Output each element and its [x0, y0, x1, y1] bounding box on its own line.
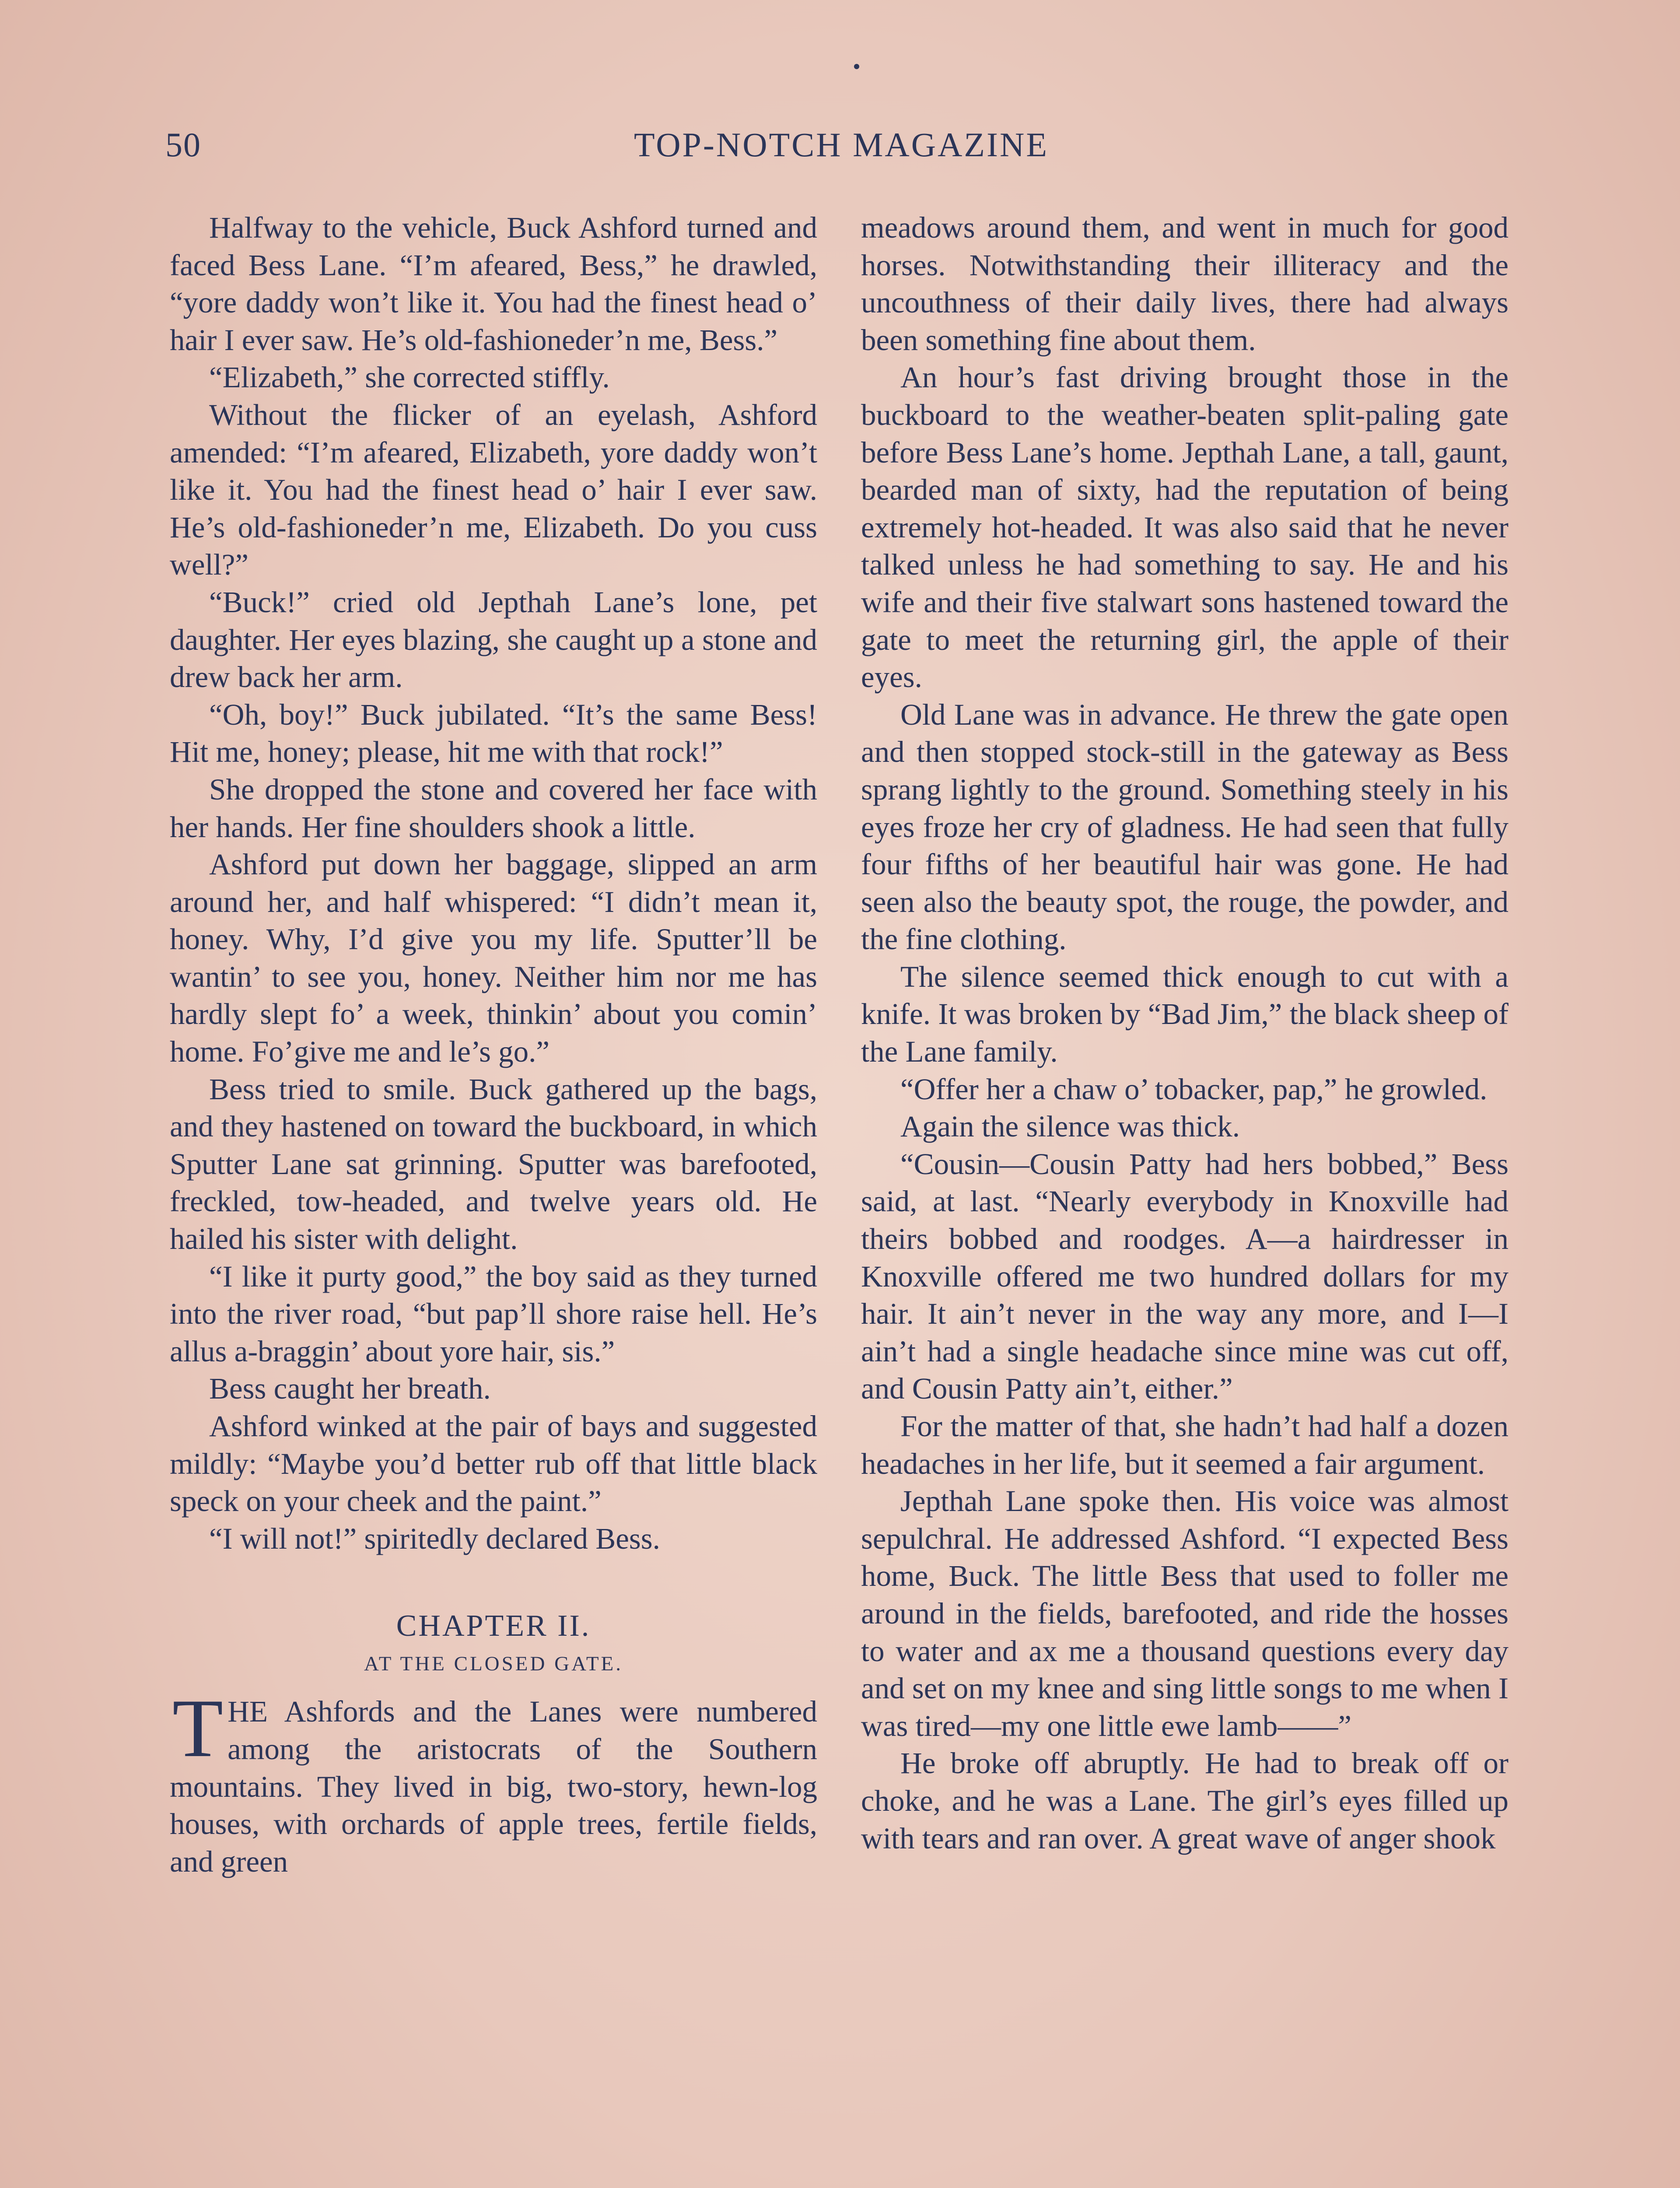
running-title: TOP-NOTCH MAGAZINE [634, 126, 1049, 164]
paragraph: Old Lane was in advance. He threw the gate open and then stopped stock-still in the gateway as Bess sprang lightly to the ground. Something steely in his eyes froze her cry of gladness. He had seen that fully four fifths of her beautiful hair was gone. He had seen also the beauty spot, the rouge, the powder, and the fine clothing. [861, 698, 1508, 956]
paragraph: Jepthah Lane spoke then. His voice was almost sepulchral. He addressed Ashford. “I expected Bess home, Buck. The little Bess that used to foller me around in the fields, barefooted, and ride the hosses to water and ax me a thousand questions every day and set on my knee and sing little songs to me when I was tired—my one little ewe lamb——” [861, 1484, 1508, 1743]
paragraph: Halfway to the vehicle, Buck Ashford turned and faced Bess Lane. “I’m afeared, Bess,” he drawled, “yore daddy won’t like it. You had the finest head o’ hair I ever saw. He’s old-fashioneder’n me, Bess.” [170, 211, 817, 357]
right-column [861, 209, 1508, 1857]
paragraph: He broke off abruptly. He had to break off or choke, and he was a Lane. The girl’s eyes filled up with tears and ran over. A great wave of anger shook [861, 1746, 1508, 1855]
paragraph: Ashford put down her baggage, slipped an arm around her, and half whispered: “I didn’t mean it, honey. Why, I’d give you my life. Sputter’ll be wantin’ to see you, honey. Neither him nor me has hardly slept fo’ a week, thinkin’ about you comin’ home. Fo’give me and le’s go.” [170, 848, 817, 1069]
paragraph: Bess caught her breath. [209, 1372, 491, 1406]
paragraph: “Cousin—Cousin Patty had hers bobbed,” Bess said, at last. “Nearly everybody in Knoxville had theirs bobbed and roodges. A—a hairdresser in Knoxville offered me two hundred dollars for my hair. It ain’t never in the way any more, and I—I ain’t had a single headache since mine was cut off, and Cousin Patty ain’t, either.” [861, 1147, 1508, 1406]
paragraph: “Buck!” cried old Jepthah Lane’s lone, pet daughter. Her eyes blazing, she caught up a stone and drew back her arm. [170, 585, 817, 694]
paragraph: For the matter of that, she hadn’t had half a dozen headaches in her life, but it seemed a fair argument. [861, 1410, 1508, 1480]
chapter-subheading: AT THE CLOSED GATE. [364, 1652, 623, 1676]
chapter-heading: CHAPTER II. [396, 1609, 591, 1643]
paragraph: Again the silence was thick. [900, 1110, 1240, 1143]
page-number: 50 [165, 126, 201, 164]
chapter-opening-text: HE Ashfords and the Lanes were numbered among the aristocrats of the Southern mountains. They lived in big, two-story, hewn-log houses, with orchards of apple trees, fertile fields, and green [170, 1695, 817, 1878]
paragraph: “Oh, boy!” Buck jubilated. “It’s the same Bess! Hit me, honey; please, hit me with that rock!” [170, 698, 817, 769]
paragraph: She dropped the stone and covered her face with her hands. Her fine shoulders shook a little. [170, 772, 817, 844]
chapter-opening-paragraph [170, 1683, 817, 1880]
paragraph: An hour’s fast driving brought those in the buckboard to the weather-beaten split-paling gate before Bess Lane’s home. Jepthah Lane, a tall, gaunt, bearded man of sixty, had the reputation of being extremely hot-headed. It was also said that he never talked unless he had something to say. He and his wife and their five stalwart sons hastened toward the gate to meet the returning girl, the apple of their eyes. [861, 361, 1508, 694]
drop-cap: T [172, 1683, 224, 1775]
paragraph: meadows around them, and went in much for good horses. Notwithstanding their illiteracy and the uncouthness of their daily lives, there had always been something fine about them. [861, 211, 1508, 357]
paragraph: Ashford winked at the pair of bays and suggested mildly: “Maybe you’d better rub off that little black speck on your cheek and the paint.” [170, 1410, 817, 1518]
paragraph: “I like it purty good,” the boy said as they turned into the river road, “but pap’ll shore raise hell. He’s allus a-braggin’ about yore hair, sis.” [170, 1259, 817, 1368]
paragraph: The silence seemed thick enough to cut with a knife. It was broken by “Bad Jim,” the black sheep of the Lane family. [861, 960, 1508, 1069]
paragraph: “Offer her a chaw o’ tobacker, pap,” he growled. [900, 1072, 1488, 1106]
page-header [165, 125, 1517, 178]
paragraph: “Elizabeth,” she corrected stiffly. [209, 361, 610, 394]
ink-speck [854, 64, 859, 69]
paragraph: Without the flicker of an eyelash, Ashford amended: “I’m afeared, Elizabeth, yore daddy won’t like it. You had the finest head o’ hair I ever saw. He’s old-fashioneder’n me, Elizabeth. Do you cuss well?” [170, 398, 817, 582]
paragraph: Bess tried to smile. Buck gathered up the bags, and they hastened on toward the buckboard, in which Sputter Lane sat grinning. Sputter was barefooted, freckled, tow-headed, and twelve years old. He hailed his sister with delight. [170, 1072, 817, 1256]
left-column [170, 209, 817, 1880]
paragraph: “I will not!” spiritedly declared Bess. [209, 1522, 660, 1555]
